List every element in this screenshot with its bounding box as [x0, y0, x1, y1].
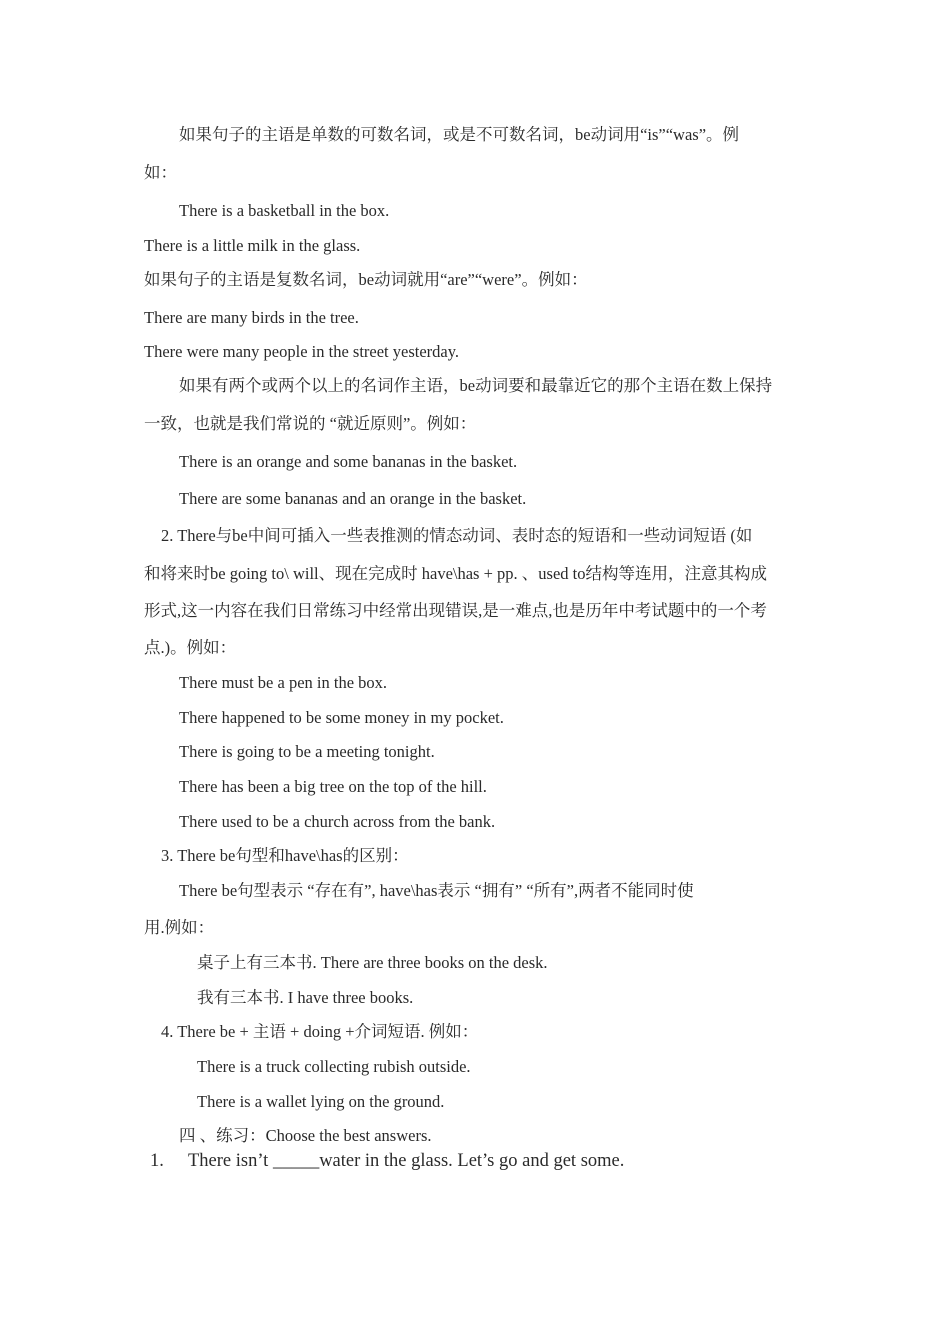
section-heading: 四 、练习：Choose the best answers. — [179, 1126, 432, 1145]
example-sentence: There are many birds in the tree. — [144, 308, 359, 327]
numbered-point: 4. There be + 主语 + doing +介词短语. 例如： — [161, 1022, 479, 1041]
example-sentence: There is a wallet lying on the ground. — [197, 1092, 445, 1111]
example-sentence: There happened to be some money in my pocket. — [179, 708, 504, 727]
example-sentence: 桌子上有三本书. There are three books on the desk. — [197, 953, 548, 972]
paragraph-line: There be句型表示 “存在有”, have\has表示 “拥有” “所有”,两者不能同时使 — [179, 881, 694, 900]
paragraph-line: 形式,这一内容在我们日常练习中经常出现错误,是一难点,也是历年中考试题中的一个考 — [144, 601, 767, 620]
paragraph-line: 如果句子的主语是单数的可数名词，或是不可数名词，be动词用“is”“was”。例 — [179, 125, 740, 144]
paragraph-line: 如果有两个或两个以上的名词作主语，be动词要和最靠近它的那个主语在数上保持 — [179, 376, 773, 395]
numbered-point: 2. There与be中间可插入一些表推测的情态动词、表时态的短语和一些动词短语 (如 — [161, 526, 753, 545]
example-sentence: There is a basketball in the box. — [179, 201, 390, 220]
numbered-point: 3. There be句型和have\has的区别： — [161, 846, 409, 865]
example-sentence: There is a truck collecting rubish outside. — [197, 1057, 471, 1076]
paragraph-line: 如果句子的主语是复数名词，be动词就用“are”“were”。例如： — [144, 270, 588, 289]
example-sentence: There is a little milk in the glass. — [144, 236, 361, 255]
example-sentence: There were many people in the street yesterday. — [144, 342, 460, 361]
example-sentence: 我有三本书. I have three books. — [197, 988, 414, 1007]
example-sentence: There has been a big tree on the top of the hill. — [179, 777, 487, 796]
paragraph-line: 如： — [144, 163, 177, 182]
paragraph-line: 一致，也就是我们常说的 “就近原则”。例如： — [144, 414, 477, 433]
example-sentence: There is going to be a meeting tonight. — [179, 742, 435, 761]
question-text: There isn’t _____water in the glass. Let’s go and get some. — [188, 1151, 625, 1171]
example-sentence: There is an orange and some bananas in the basket. — [179, 452, 518, 471]
question-number: 1. — [150, 1151, 164, 1171]
paragraph-line: 点.)。例如： — [144, 638, 237, 657]
example-sentence: There must be a pen in the box. — [179, 673, 388, 692]
example-sentence: There used to be a church across from the bank. — [179, 812, 496, 831]
paragraph-line: 和将来时be going to\ will、现在完成时 have\has + pp. 、used to结构等连用，注意其构成 — [144, 564, 767, 583]
paragraph-line: 用.例如： — [144, 918, 215, 937]
example-sentence: There are some bananas and an orange in the basket. — [179, 489, 527, 508]
